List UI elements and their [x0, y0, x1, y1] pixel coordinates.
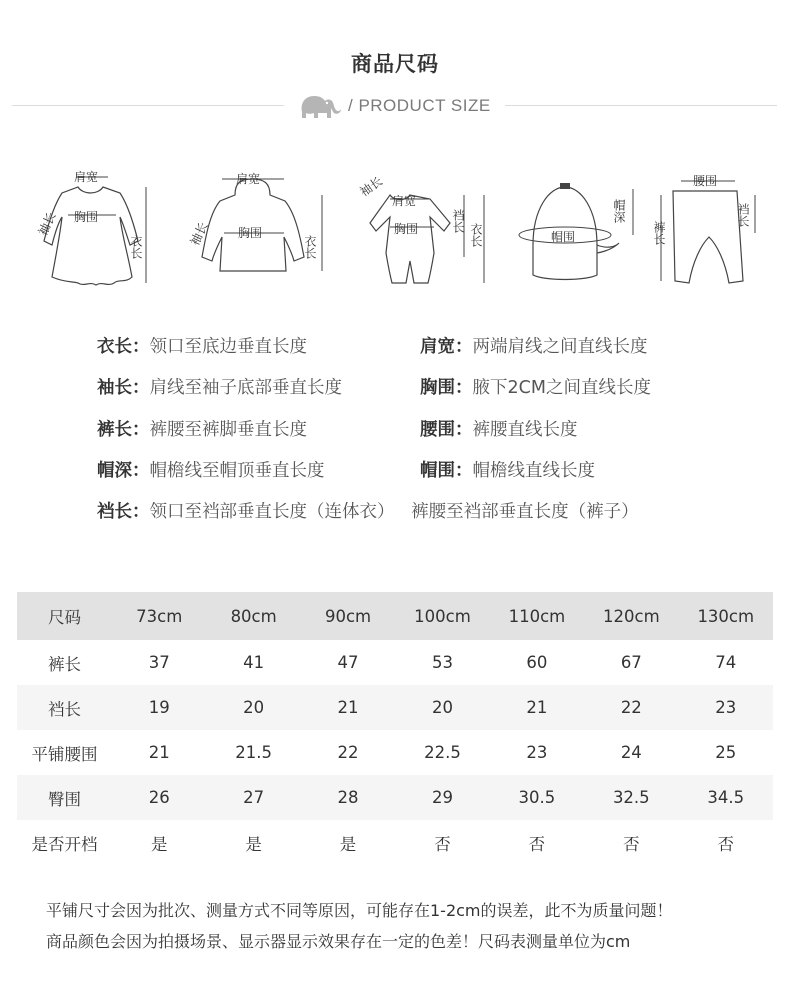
table-cell: 是 [150, 834, 168, 854]
table-cell: 22.5 [424, 743, 461, 762]
table-row [17, 820, 773, 865]
subtitle-row [0, 92, 790, 122]
table-cell: 21 [301, 685, 395, 730]
table-cell: 24 [620, 743, 642, 762]
definition-item: 裆长：领口至裆部垂直长度（连体衣） 裤腰至裆部垂直长度（裤子） [97, 502, 639, 522]
definition-item: 肩宽：两端肩线之间直线长度 [420, 337, 648, 357]
table-header-cell: 73cm [112, 592, 206, 640]
dress-chest-label: 胸围 [74, 210, 99, 224]
cap-diagram [515, 165, 645, 295]
table-header-row [17, 592, 773, 640]
table-cell: 19 [112, 685, 206, 730]
note-line: 平铺尺寸会因为批次、测量方式不同等原因，可能存在1-2cm的误差，此不为质量问题！ [46, 901, 673, 920]
table-cell: 是否开档 [31, 834, 98, 854]
table-cell: 平铺腰围 [31, 744, 98, 764]
definition-item: 裤长：裤腰至裤脚垂直长度 [97, 420, 307, 440]
romper-crotch-label: 裆长 [451, 209, 465, 233]
pants-length-label: 裤长 [652, 221, 666, 245]
hoodie-chest-label: 胸围 [238, 226, 263, 240]
table-cell: 裆长 [17, 685, 112, 730]
dress-shoulder-label: 肩宽 [74, 170, 99, 184]
hoodie-sleeve-label: 袖长 [187, 220, 211, 248]
table-cell: 臀围 [17, 775, 112, 820]
elephant-icon [296, 92, 342, 120]
table-header-cell: 80cm [206, 592, 300, 640]
table-cell: 23 [526, 743, 548, 762]
divider-left [12, 105, 284, 106]
table-cell: 26 [112, 775, 206, 820]
table-cell: 25 [715, 743, 737, 762]
dress-diagram [28, 165, 163, 295]
table-cell: 22 [584, 685, 678, 730]
dress-length-label: 衣长 [129, 235, 143, 259]
romper-length-label: 衣长 [469, 223, 483, 247]
table-cell: 28 [301, 775, 395, 820]
romper-sleeve-label: 袖长 [357, 174, 386, 200]
table-header-cell: 120cm [584, 592, 678, 640]
hoodie-length-label: 衣长 [303, 235, 317, 259]
hoodie-shoulder-label: 肩宽 [236, 172, 261, 186]
subtitle: / PRODUCT SIZE [348, 96, 491, 115]
table-cell: 47 [337, 653, 359, 672]
table-cell: 23 [679, 685, 773, 730]
definition-item: 腰围：裤腰直线长度 [420, 420, 578, 440]
table-cell: 34.5 [679, 775, 773, 820]
page-title: 商品尺码 [351, 52, 439, 76]
pants-crotch-label: 裆长 [736, 203, 750, 227]
table-row [17, 775, 773, 820]
table-cell: 否 [434, 834, 451, 854]
pants-diagram [652, 165, 765, 295]
hoodie-diagram [180, 165, 330, 295]
table-cell: 32.5 [584, 775, 678, 820]
table-header-cell: 90cm [301, 592, 395, 640]
table-cell: 60 [526, 653, 548, 672]
table-header-cell: 130cm [679, 592, 773, 640]
table-cell: 21.5 [235, 743, 272, 762]
cap-depth-label: 帽深 [612, 199, 626, 223]
table-cell: 74 [715, 653, 737, 672]
dress-sleeve-label: 袖长 [35, 210, 59, 238]
definition-item: 帽围：帽檐线直线长度 [420, 461, 595, 481]
table-row [17, 640, 773, 685]
romper-chest-label: 胸围 [394, 222, 419, 236]
table-cell: 否 [528, 834, 546, 854]
table-cell: 20 [395, 685, 489, 730]
table-cell: 21 [490, 685, 584, 730]
cap-circumference-label: 帽围 [551, 230, 576, 244]
table-cell: 30.5 [490, 775, 584, 820]
table-cell: 41 [243, 653, 265, 672]
table-cell: 67 [620, 653, 642, 672]
table-cell: 22 [337, 743, 359, 762]
pants-waist-label: 腰围 [693, 174, 718, 188]
table-cell: 否 [623, 834, 640, 854]
table-cell: 21 [148, 743, 170, 762]
table-cell: 是 [245, 834, 262, 854]
table-cell: 20 [206, 685, 300, 730]
note-line: 商品颜色会因为拍摄场景、显示器显示效果存在一定的色差！尺码表测量单位为cm [46, 932, 631, 951]
divider-right [505, 105, 777, 106]
table-header-cell: 尺码 [17, 592, 112, 640]
romper-shoulder-label: 肩宽 [392, 194, 417, 208]
table-cell: 是 [339, 834, 357, 854]
definition-item: 胸围：腋下2CM之间直线长度 [420, 378, 651, 398]
table-cell: 裤长 [48, 654, 81, 674]
table-cell: 37 [148, 653, 170, 672]
table-header-cell: 100cm [395, 592, 489, 640]
disclaimer-notes [46, 895, 766, 957]
table-row [17, 730, 773, 775]
definition-item: 衣长：领口至底边垂直长度 [97, 337, 307, 357]
table-cell: 53 [431, 653, 453, 672]
definition-item: 帽深：帽檐线至帽顶垂直长度 [97, 461, 325, 481]
table-cell: 29 [395, 775, 489, 820]
table-header-cell: 110cm [490, 592, 584, 640]
size-table [17, 592, 773, 865]
romper-diagram [350, 165, 500, 295]
table-cell: 27 [206, 775, 300, 820]
definition-item: 袖长：肩线至袖子底部垂直长度 [97, 378, 342, 398]
size-diagrams [0, 160, 790, 300]
table-cell: 否 [717, 834, 735, 854]
table-row [17, 685, 773, 730]
